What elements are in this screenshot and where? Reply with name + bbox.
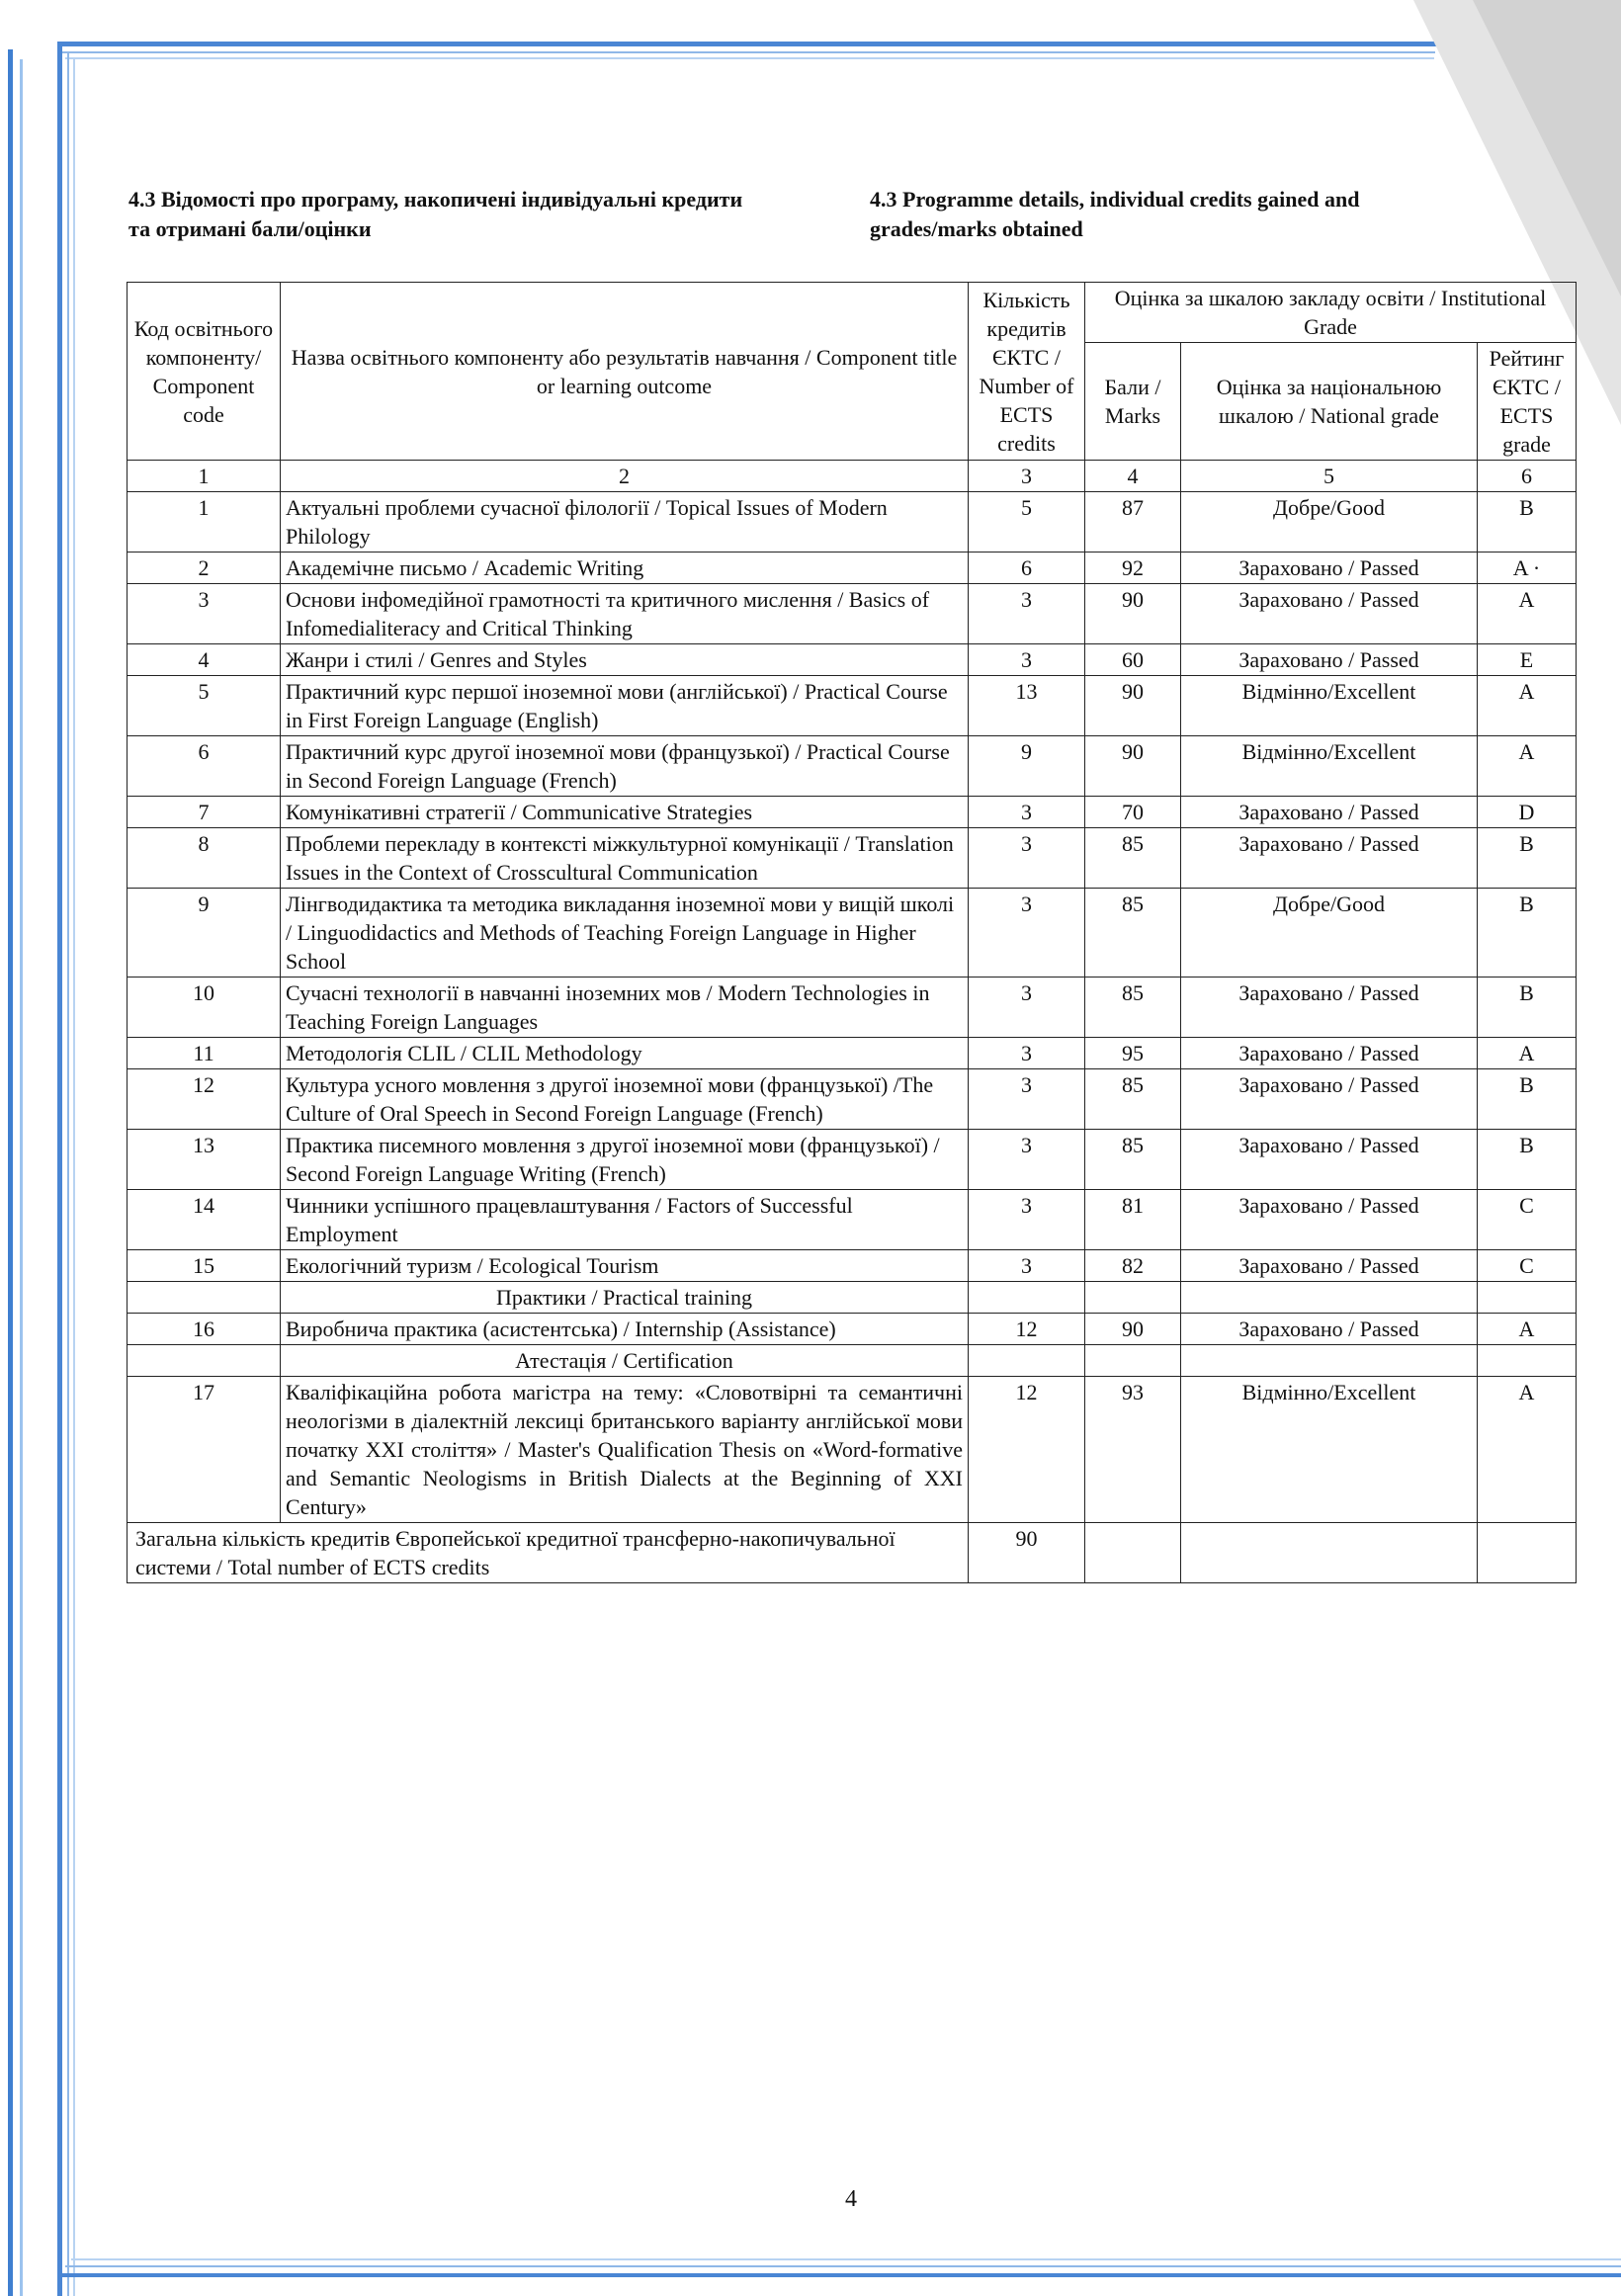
border-stripe [65,57,1434,59]
border-stripe [57,42,1436,46]
table-row [128,978,1577,1038]
table-row [128,1377,1577,1523]
marks: 60 [1085,644,1181,676]
ects-credits: 3 [969,1190,1085,1250]
table-row [128,1038,1577,1069]
section-title-practical: Практики / Practical training [281,1282,969,1314]
header-credits: Кількість кредитів ЄКТС / Number of ECTS credits [969,283,1085,461]
national-grade: Добре/Good [1181,889,1478,978]
ects-grade: B [1478,1069,1577,1130]
column-number: 2 [281,461,969,492]
ects-grade: A [1478,1377,1577,1523]
component-title: Виробнича практика (асистентська) / Internship (Assistance) [281,1314,969,1345]
border-stripe [73,57,75,2296]
table-row [128,797,1577,828]
ects-credits: 3 [969,644,1085,676]
component-code: 13 [128,1130,281,1190]
marks: 90 [1085,736,1181,797]
national-grade: Зараховано / Passed [1181,1069,1478,1130]
ects-grade: A [1478,1038,1577,1069]
ects-grade: E [1478,644,1577,676]
component-title: Академічне письмо / Academic Writing [281,553,969,584]
ects-credits: 3 [969,889,1085,978]
component-title: Практика писемного мовлення з другої іноземної мови (французької) / Second Foreign Language Writing (French) [281,1130,969,1190]
ects-credits: 3 [969,584,1085,644]
ects-credits: 9 [969,736,1085,797]
component-code: 1 [128,492,281,553]
column-number: 1 [128,461,281,492]
table-row [128,828,1577,889]
national-grade: Зараховано / Passed [1181,828,1478,889]
ects-credits: 6 [969,553,1085,584]
marks: 82 [1085,1250,1181,1282]
ects-grade: D [1478,797,1577,828]
empty-cell [1085,1282,1181,1314]
ects-credits: 5 [969,492,1085,553]
ects-credits: 3 [969,797,1085,828]
national-grade: Зараховано / Passed [1181,978,1478,1038]
national-grade: Добре/Good [1181,492,1478,553]
ects-grade: A [1478,736,1577,797]
column-number: 6 [1478,461,1577,492]
component-code: 12 [128,1069,281,1130]
ects-credits: 3 [969,978,1085,1038]
component-code: 8 [128,828,281,889]
component-code: 3 [128,584,281,644]
national-grade: Зараховано / Passed [1181,1190,1478,1250]
component-title: Екологічний туризм / Ecological Tourism [281,1250,969,1282]
ects-grade: B [1478,828,1577,889]
marks: 81 [1085,1190,1181,1250]
table-row [128,644,1577,676]
table-row [128,1130,1577,1190]
component-code: 6 [128,736,281,797]
ects-credits: 13 [969,676,1085,736]
header-title: Назва освітнього компоненту або результатів навчання / Component title or learning outcome [281,283,969,461]
header-institutional-grade: Оцінка за шкалою закладу освіти / Institutional Grade [1085,283,1577,343]
empty-cell [1478,1345,1577,1377]
border-stripe [65,2265,1621,2267]
component-code: 14 [128,1190,281,1250]
section-row-certification [128,1345,1577,1377]
marks: 70 [1085,797,1181,828]
border-stripe [57,42,62,2296]
ects-grade: A · [1478,553,1577,584]
header-code: Код освітнього компоненту/ Component code [128,283,281,461]
empty-cell [969,1282,1085,1314]
national-grade: Зараховано / Passed [1181,553,1478,584]
table-row [128,1250,1577,1282]
table-row [128,676,1577,736]
marks: 93 [1085,1377,1181,1523]
component-title: Практичний курс другої іноземної мови (французької) / Practical Course in Second Foreign Language (French) [281,736,969,797]
marks: 90 [1085,676,1181,736]
empty-cell [1085,1345,1181,1377]
section-heading-en: 4.3 Programme details, individual credits gained and grades/marks obtained [870,187,1360,241]
marks: 85 [1085,828,1181,889]
column-number: 4 [1085,461,1181,492]
empty-cell [128,1345,281,1377]
ects-grade: B [1478,492,1577,553]
empty-cell [128,1282,281,1314]
national-grade: Зараховано / Passed [1181,1038,1478,1069]
ects-grade: C [1478,1190,1577,1250]
component-title: Чинники успішного працевлаштування / Factors of Successful Employment [281,1190,969,1250]
ects-grade: B [1478,978,1577,1038]
component-title: Комунікативні стратегії / Communicative Strategies [281,797,969,828]
component-code: 5 [128,676,281,736]
column-number-row [128,461,1577,492]
component-title: Проблеми перекладу в контексті міжкультурної комунікації / Translation Issues in the Context of Crosscultural Communication [281,828,969,889]
component-title: Лінгводидактика та методика викладання іноземної мови у вищій школі / Linguodidactics and Methods of Teaching Foreign Language in Higher School [281,889,969,978]
ects-credits: 3 [969,828,1085,889]
header-ects-grade: Рейтинг ЄКТС / ECTS grade [1478,343,1577,461]
component-title: Методологія CLIL / CLIL Methodology [281,1038,969,1069]
column-number: 5 [1181,461,1478,492]
ects-credits: 12 [969,1377,1085,1523]
component-code: 16 [128,1314,281,1345]
national-grade: Зараховано / Passed [1181,797,1478,828]
total-row [128,1523,1577,1583]
ects-grade: C [1478,1250,1577,1282]
marks: 90 [1085,1314,1181,1345]
section-heading-uk: 4.3 Відомості про програму, накопичені індивідуальні кредити та отримані бали/оцінки [128,187,743,241]
header-national-grade: Оцінка за національною шкалою / National grade [1181,343,1478,461]
empty-cell [1181,1282,1478,1314]
national-grade: Відмінно/Excellent [1181,676,1478,736]
ects-grade: A [1478,1314,1577,1345]
national-grade: Зараховано / Passed [1181,1314,1478,1345]
grades-table [127,282,1577,1583]
table-row [128,553,1577,584]
component-title: Актуальні проблеми сучасної філології / Topical Issues of Modern Philology [281,492,969,553]
component-code: 15 [128,1250,281,1282]
border-stripe [57,2273,1621,2277]
ects-credits: 3 [969,1038,1085,1069]
ects-credits: 3 [969,1250,1085,1282]
border-stripe [67,51,69,2296]
total-credits: 90 [969,1523,1085,1583]
border-stripe [61,51,1435,53]
section-row-practical [128,1282,1577,1314]
component-code: 4 [128,644,281,676]
table-row [128,1069,1577,1130]
ects-credits: 3 [969,1069,1085,1130]
total-label: Загальна кількість кредитів Європейської кредитної трансферно-накопичувальної системи / Total number of ECTS credits [128,1523,969,1583]
border-stripe [20,59,23,2296]
component-title: Основи інфомедійної грамотності та критичного мислення / Basics of Infomedialiteracy and Critical Thinking [281,584,969,644]
border-stripe [71,2258,1621,2260]
empty-cell [1181,1523,1478,1583]
table-row [128,584,1577,644]
header-marks: Бали / Marks [1085,343,1181,461]
national-grade: Відмінно/Excellent [1181,1377,1478,1523]
marks: 92 [1085,553,1181,584]
table-row [128,1190,1577,1250]
empty-cell [969,1345,1085,1377]
national-grade: Зараховано / Passed [1181,1130,1478,1190]
table-row [128,492,1577,553]
component-code: 10 [128,978,281,1038]
component-title: Практичний курс першої іноземної мови (англійської) / Practical Course in First Foreign Language (English) [281,676,969,736]
marks: 85 [1085,978,1181,1038]
ects-grade: B [1478,889,1577,978]
ects-credits: 3 [969,1130,1085,1190]
national-grade: Зараховано / Passed [1181,644,1478,676]
marks: 85 [1085,889,1181,978]
national-grade: Зараховано / Passed [1181,584,1478,644]
table-row [128,1314,1577,1345]
component-title: Жанри і стилі / Genres and Styles [281,644,969,676]
marks: 85 [1085,1130,1181,1190]
page-number: 4 [845,2186,857,2212]
empty-cell [1085,1523,1181,1583]
marks: 87 [1085,492,1181,553]
component-code: 17 [128,1377,281,1523]
component-code: 9 [128,889,281,978]
ects-grade: B [1478,1130,1577,1190]
component-code: 2 [128,553,281,584]
table-row [128,889,1577,978]
national-grade: Відмінно/Excellent [1181,736,1478,797]
marks: 85 [1085,1069,1181,1130]
section-title-certification: Атестація / Certification [281,1345,969,1377]
empty-cell [1478,1523,1577,1583]
marks: 90 [1085,584,1181,644]
component-title: Кваліфікаційна робота магістра на тему: «Словотвірні та семантичні неологізми в діалектній лексиці британського варіанту англійської мови початку XXI століття» / Master's Qualification Thesis on «Word-formative and Semantic Neologisms in British Dialects at the Beginning of XXI Century» [281,1377,969,1523]
column-number: 3 [969,461,1085,492]
marks: 95 [1085,1038,1181,1069]
ects-credits: 12 [969,1314,1085,1345]
table-row [128,736,1577,797]
page-curl-shade [1473,0,1621,297]
ects-grade: A [1478,676,1577,736]
ects-grade: A [1478,584,1577,644]
national-grade: Зараховано / Passed [1181,1250,1478,1282]
border-stripe [8,49,13,2296]
component-title: Сучасні технології в навчанні іноземних мов / Modern Technologies in Teaching Foreign Languages [281,978,969,1038]
component-code: 7 [128,797,281,828]
component-title: Культура усного мовлення з другої іноземної мови (французької) /The Culture of Oral Speech in Second Foreign Language (French) [281,1069,969,1130]
component-code: 11 [128,1038,281,1069]
empty-cell [1478,1282,1577,1314]
empty-cell [1181,1345,1478,1377]
